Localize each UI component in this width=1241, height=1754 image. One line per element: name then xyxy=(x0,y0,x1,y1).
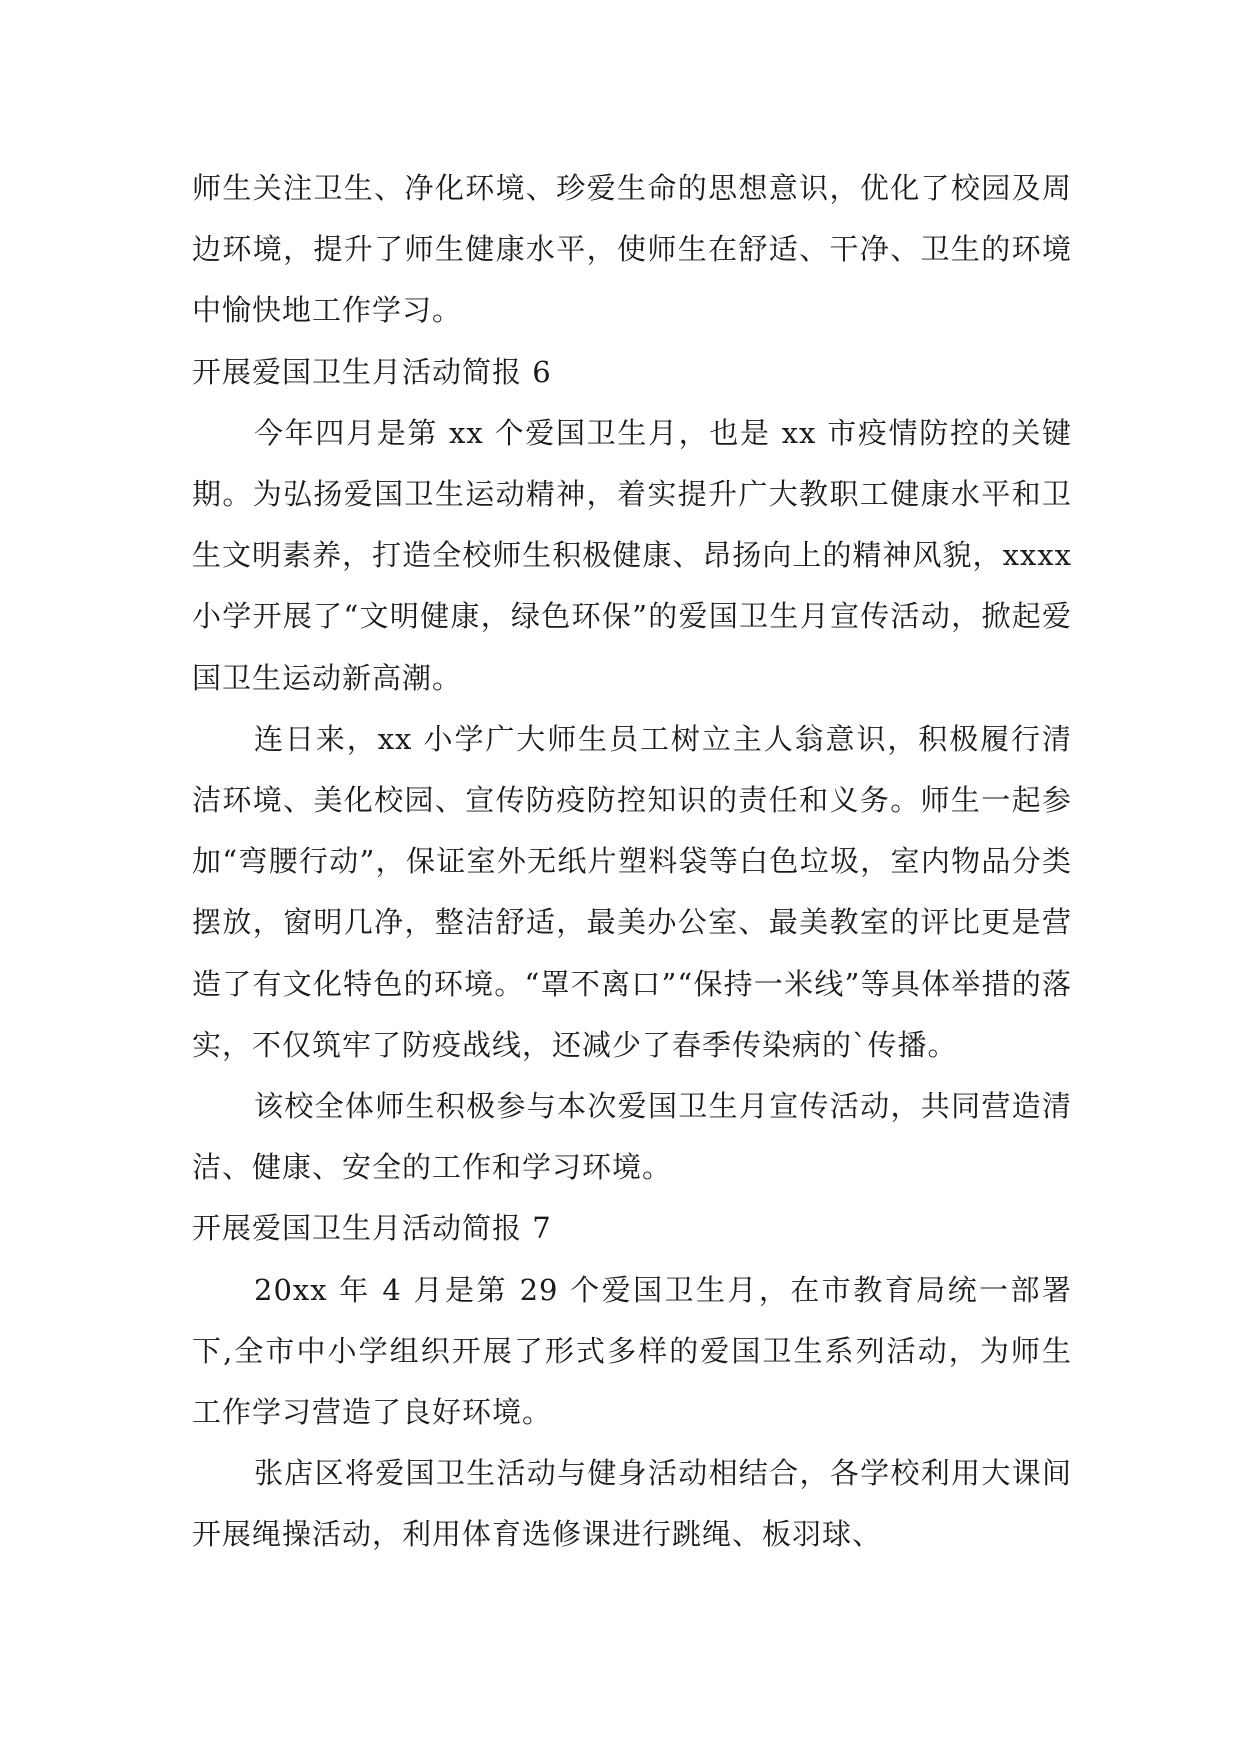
paragraph-section6-summary: 该校全体师生积极参与本次爱国卫生月宣传活动，共同营造清洁、健康、安全的工作和学习环境。 xyxy=(192,1089,1072,1185)
paragraph-section7-district: 张店区将爱国卫生活动与健身活动相结合，各学校利用大课间开展绳操活动，利用体育选修课进行跳绳、板羽球、 xyxy=(192,1456,1072,1552)
section-heading-7: 开展爱国卫生月活动简报 7 xyxy=(192,1211,552,1246)
paragraph-section7-intro: 20xx 年 4 月是第 29 个爱国卫生月，在市教育局统一部署下,全市中小学组织开展了形式多样的爱国卫生系列活动，为师生工作学习营造了良好环境。 xyxy=(192,1272,1072,1430)
paragraph-intro-continuation: 师生关注卫生、净化环境、珍爱生命的思想意识，优化了校园及周边环境，提升了师生健康水平，使师生在舒适、干净、卫生的环境中愉快地工作学习。 xyxy=(192,171,1072,328)
paragraph-section6-actions: 连日来，xx 小学广大师生员工树立主人翁意识，积极履行清洁环境、美化校园、宣传防疫防控知识的责任和义务。师生一起参加“弯腰行动”，保证室外无纸片塑料袋等白色垃圾，室内物品分类摆放，窗明几净，整洁舒适，最美办公室、最美教室的评比更是营造了有文化特色的环境。“罩不离口”“保持一米线”等具体举措的落实，不仅筑牢了防疫战线，还减少了春季传染病的`传播。 xyxy=(192,721,1072,1062)
section-heading-6: 开展爱国卫生月活动简报 6 xyxy=(192,354,552,389)
paragraph-section6-intro: 今年四月是第 xx 个爱国卫生月，也是 xx 市疫情防控的关键期。为弘扬爱国卫生运动精神，着实提升广大教职工健康水平和卫生文明素养，打造全校师生积极健康、昂扬向上的精神风貌，xxxx 小学开展了“文明健康，绿色环保”的爱国卫生月宣传活动，掀起爱国卫生运动新高潮。 xyxy=(192,415,1072,695)
document-body xyxy=(192,158,1072,1566)
